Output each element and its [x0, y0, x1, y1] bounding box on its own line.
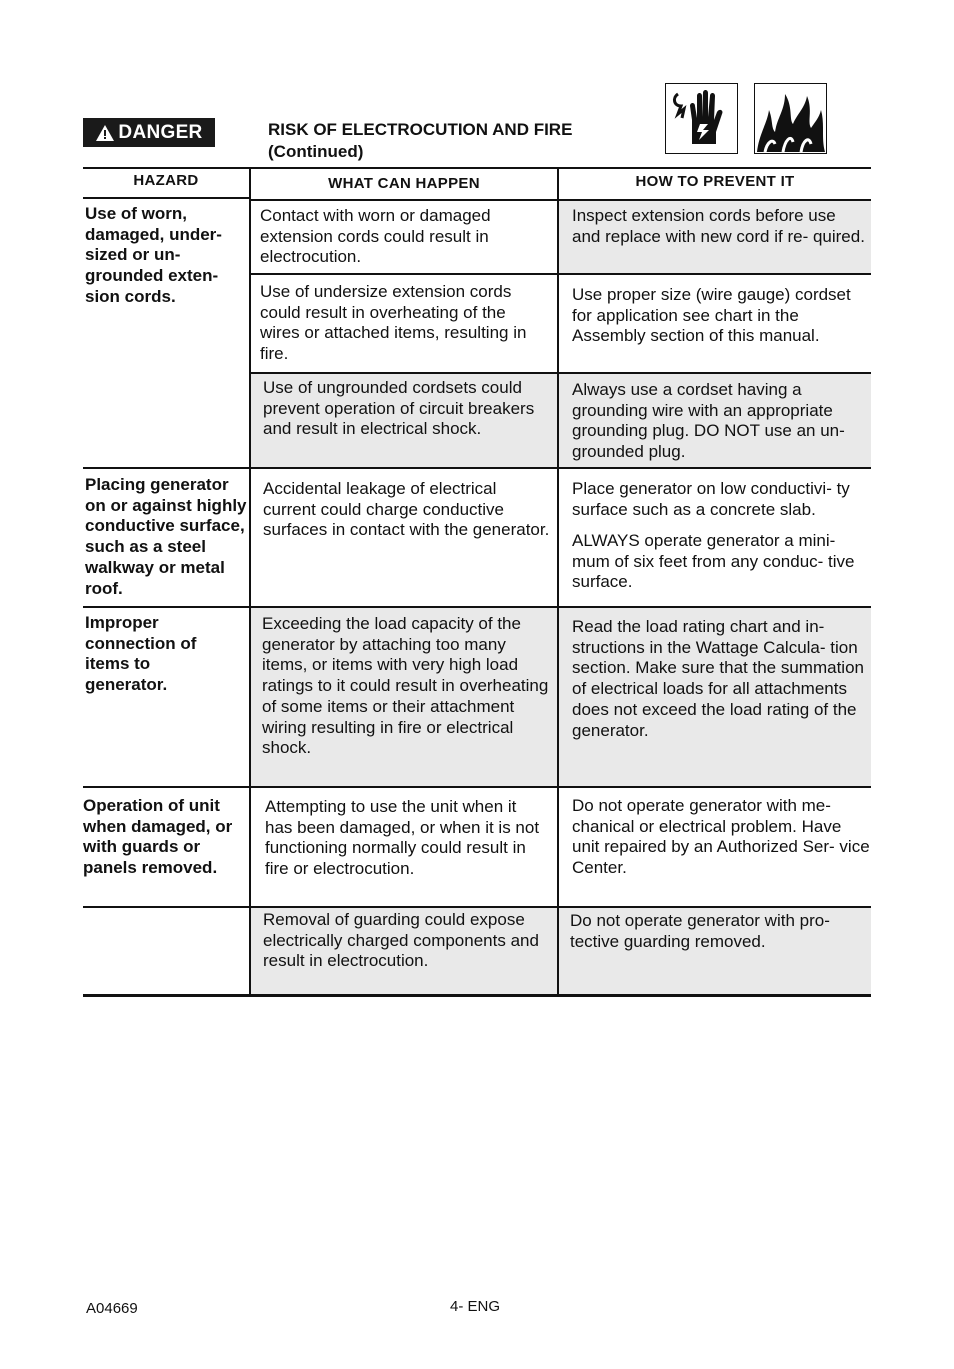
- section-title-line1: RISK OF ELECTROCUTION AND FIRE: [268, 120, 573, 139]
- rule-bottom: [83, 994, 871, 997]
- rule-top: [83, 167, 871, 169]
- rule-r1: [83, 467, 871, 469]
- what-guarding-removed: Removal of guarding could expose electrically charged components and result in electrocution.: [263, 910, 539, 971]
- header-what-can-happen: WHAT CAN HAPPEN: [328, 175, 480, 192]
- hazard-worn-cords: Use of worn, damaged, under- sized or un- grounded exten- sion cords.: [85, 204, 222, 306]
- hazard-damaged-unit: Operation of unit when damaged, or with guards or panels removed.: [83, 796, 233, 878]
- fire-flames-icon: [754, 83, 827, 154]
- electric-shock-hand-icon: [665, 83, 738, 154]
- what-ungrounded-cords: Use of ungrounded cordsets could prevent operation of circuit breakers and result in electrical shock.: [263, 378, 535, 439]
- prevent-guarding-removed: Do not operate generator with pro- tective guarding removed.: [570, 911, 830, 951]
- rule-col2: [557, 167, 559, 997]
- prevent-improper-connection: Read the load rating chart and in- structions in the Wattage Calcula- tion section. Make sure that the summation of electrical loads for all attachments does not exceed the load rating of the generator.: [572, 617, 864, 740]
- what-worn-cords: Contact with worn or damaged extension cords could result in electrocution.: [260, 206, 491, 267]
- rule-col1: [249, 167, 251, 997]
- rule-r3: [83, 786, 871, 788]
- header-how-to-prevent: HOW TO PREVENT IT: [635, 173, 795, 190]
- rule-header-left: [83, 197, 249, 199]
- rule-r1b: [249, 372, 871, 374]
- rule-r4: [83, 906, 871, 908]
- rule-r2: [83, 606, 871, 608]
- what-improper-connection: Exceeding the load capacity of the generator by attaching too many items, or items with very high load ratings to it could result in overheating of some items or their attachment wiring resulting in fire or electrical shock.: [262, 614, 549, 758]
- header-hazard: HAZARD: [133, 172, 199, 189]
- what-damaged-unit: Attempting to use the unit when it has been damaged, or when it is not functioning normally could result in fire or electrocution.: [265, 797, 540, 879]
- what-conductive-surface: Accidental leakage of electrical current could charge conductive surfaces in contact with the generator.: [263, 479, 550, 540]
- what-undersize-cords: Use of undersize extension cords could result in overheating of the wires or attached items, resulting in fire.: [260, 282, 527, 364]
- danger-badge: [83, 118, 215, 147]
- prevent-ungrounded-cords: Always use a cordset having a grounding wire with an appropriate grounding plug. DO NOT use an un- grounded plug.: [572, 380, 845, 462]
- section-title-line2: (Continued): [268, 142, 364, 161]
- section-title: [268, 119, 648, 163]
- hazard-table: [83, 167, 871, 997]
- prevent-worn-cords: Inspect extension cords before use and replace with new cord if re- quired.: [572, 206, 865, 246]
- prevent-damaged-unit: Do not operate generator with me- chanical or electrical problem. Have unit repaired by an Authorized Ser- vice Center.: [572, 796, 870, 878]
- rule-r1a: [249, 273, 871, 275]
- danger-label: DANGER: [118, 121, 203, 143]
- hazard-improper-connection: Improper connection of items to generator.: [85, 613, 197, 695]
- page-number: 4- ENG: [450, 1298, 501, 1315]
- rule-header-right: [249, 199, 871, 201]
- warning-triangle-icon: [95, 124, 115, 142]
- prevent-conductive-surface-1: Place generator on low conductivi- ty surface such as a concrete slab.: [572, 479, 850, 519]
- prevent-conductive-surface-2: ALWAYS operate generator a mini- mum of six feet from any conduc- tive surface.: [572, 531, 855, 592]
- hazard-conductive-surface: Placing generator on or against highly conductive surface, such as a steel walkway or metal roof.: [85, 475, 247, 598]
- document-code: A04669: [86, 1300, 138, 1317]
- prevent-undersize-cords: Use proper size (wire gauge) cordset for application see chart in the Assembly section of this manual.: [572, 285, 851, 346]
